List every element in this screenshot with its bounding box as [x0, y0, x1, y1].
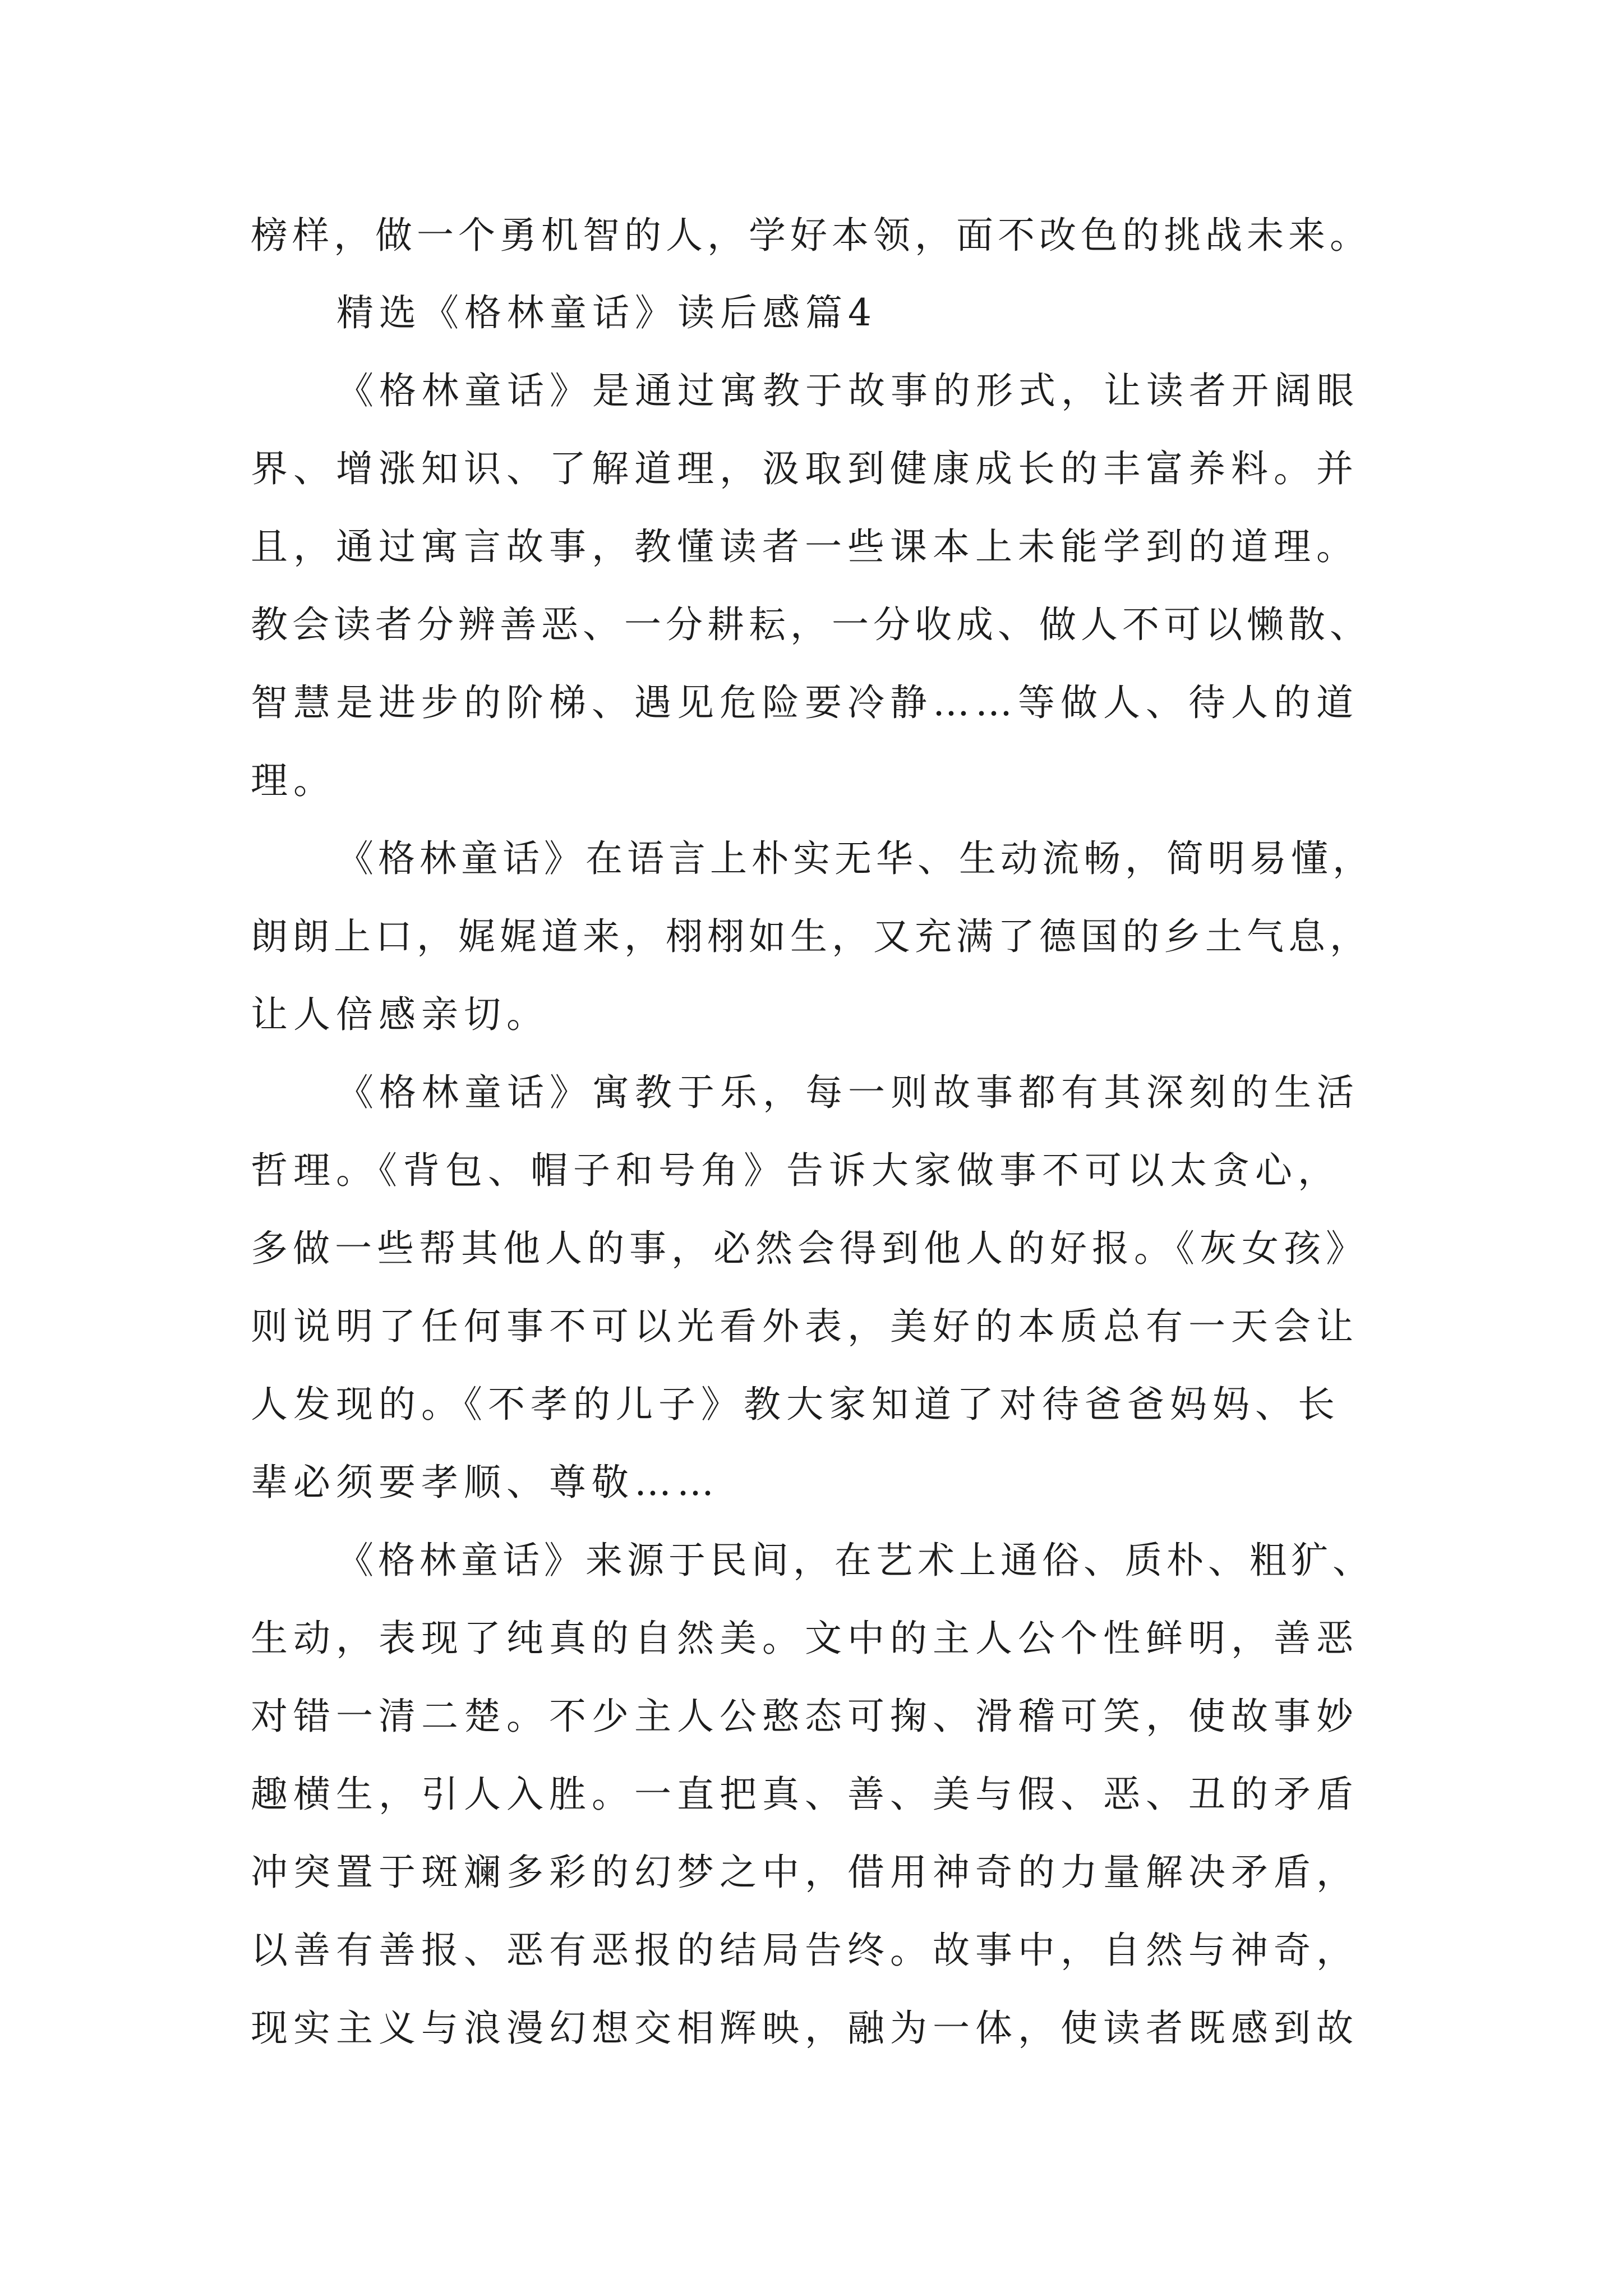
text-line: 人发现的。《不孝的儿子》教大家知道了对待爸爸妈妈、长: [251, 1383, 1340, 1426]
text-line: 《格林童话》来源于民间，在艺术上通俗、质朴、粗犷、: [336, 1539, 1374, 1582]
text-line: 教会读者分辨善恶、一分耕耘，一分收成、做人不可以懒散、: [251, 603, 1371, 646]
text-line: 榜样，做一个勇机智的人，学好本领，面不改色的挑战未来。: [251, 214, 1371, 257]
text-line: 智慧是进步的阶梯、遇见危险要冷静……等做人、待人的道: [251, 681, 1359, 724]
text-line: 且，通过寓言故事，教懂读者一些课本上未能学到的道理。: [251, 525, 1359, 568]
text-line: 多做一些帮其他人的事，必然会得到他人的好报。《灰女孩》: [251, 1227, 1368, 1270]
text-line: 让人倍感亲切。: [251, 993, 549, 1036]
section-heading: 精选《格林童话》读后感篇4: [336, 291, 877, 334]
text-line: 理。: [251, 759, 336, 802]
text-line: 朗朗上口，娓娓道来，栩栩如生，又充满了德国的乡土气息，: [251, 915, 1371, 958]
text-line: 《格林童话》是通过寓教于故事的形式，让读者开阔眼: [336, 369, 1359, 412]
text-line: 《格林童话》寓教于乐，每一则故事都有其深刻的生活: [336, 1071, 1359, 1114]
text-line: 对错一清二楚。不少主人公憨态可掬、滑稽可笑，使故事妙: [251, 1695, 1359, 1738]
text-line: 哲理。《背包、帽子和号角》告诉大家做事不可以太贪心，: [251, 1149, 1340, 1192]
text-line: 界、增涨知识、了解道理，汲取到健康成长的丰富养料。并: [251, 447, 1359, 490]
text-line: 冲突置于斑斓多彩的幻梦之中，借用神奇的力量解决矛盾，: [251, 1851, 1359, 1894]
text-line: 以善有善报、恶有恶报的结局告终。故事中，自然与神奇，: [251, 1929, 1359, 1972]
text-line: 《格林童话》在语言上朴实无华、生动流畅，简明易懂，: [336, 837, 1374, 880]
text-line: 生动，表现了纯真的自然美。文中的主人公个性鲜明，善恶: [251, 1617, 1359, 1660]
text-line: 趣横生，引人入胜。一直把真、善、美与假、恶、丑的矛盾: [251, 1773, 1359, 1816]
text-line: 辈必须要孝顺、尊敬……: [251, 1461, 720, 1504]
text-line: 现实主义与浪漫幻想交相辉映，融为一体，使读者既感到故: [251, 2007, 1359, 2050]
text-line: 则说明了任何事不可以光看外表，美好的本质总有一天会让: [251, 1305, 1359, 1348]
